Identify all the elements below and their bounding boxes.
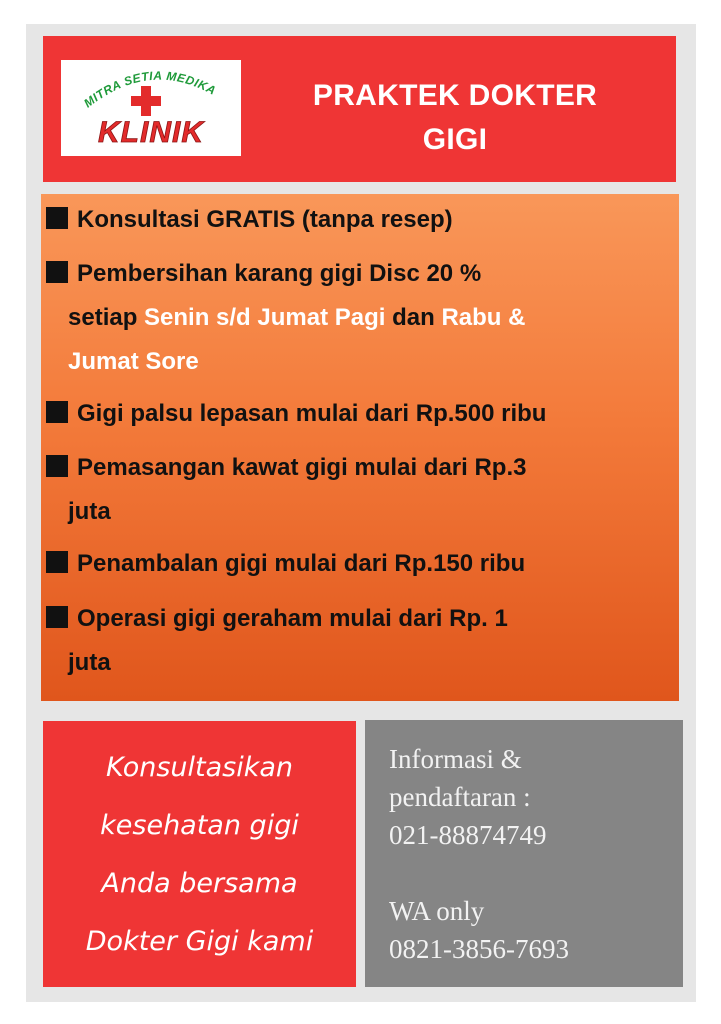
clinic-logo-graphic [61, 60, 241, 156]
svg-text:MITRA SETIA MEDIKA: MITRA SETIA MEDIKA [81, 68, 219, 111]
square-bullet-icon [46, 261, 68, 283]
service-item-dentures: Gigi palsu lepasan mulai dari Rp.500 ribu [46, 392, 676, 436]
schedule-highlight: Jumat Sore [68, 348, 199, 375]
svg-text:KLINIK: KLINIK [98, 116, 204, 149]
square-bullet-icon [46, 207, 68, 229]
contact-info-panel [365, 720, 683, 987]
square-bullet-icon [46, 401, 68, 423]
title-line-2: GIGI [422, 123, 488, 156]
phone-number: 021-88874749 [389, 820, 547, 850]
service-item-braces: Pemasangan kawat gigi mulai dari Rp.3 juta [46, 446, 676, 534]
schedule-highlight: Rabu & [441, 304, 526, 331]
medical-cross-icon [131, 86, 161, 116]
square-bullet-icon [46, 551, 68, 573]
contact-info-text: Informasi & pendaftaran : 021-88874749 WA only 0821-3856-7693 [389, 740, 679, 968]
whatsapp-label: WA only [389, 896, 485, 926]
call-to-action-text: Konsultasikan kesehatan gigi Anda bersama Dokter Gigi kami [85, 752, 314, 957]
service-item-cleaning: Pembersihan karang gigi Disc 20 % setiap Senin s/d Jumat Pagi dan Rabu & Jumat Sore [46, 252, 676, 384]
square-bullet-icon [46, 606, 68, 628]
whatsapp-number: 0821-3856-7693 [389, 934, 569, 964]
service-item-molar-surgery: Operasi gigi geraham mulai dari Rp. 1 juta [46, 597, 676, 685]
square-bullet-icon [46, 455, 68, 477]
header-banner [43, 36, 676, 182]
service-item-consultation: Konsultasi GRATIS (tanpa resep) [46, 198, 676, 242]
schedule-highlight: Senin s/d Jumat Pagi [144, 304, 386, 331]
service-item-filling: Penambalan gigi mulai dari Rp.150 ribu [46, 542, 676, 586]
services-panel [41, 194, 679, 701]
title-line-1: PRAKTEK DOKTER [312, 79, 598, 112]
clinic-logo [61, 60, 241, 156]
call-to-action-panel [43, 721, 356, 987]
page-title [265, 74, 645, 162]
